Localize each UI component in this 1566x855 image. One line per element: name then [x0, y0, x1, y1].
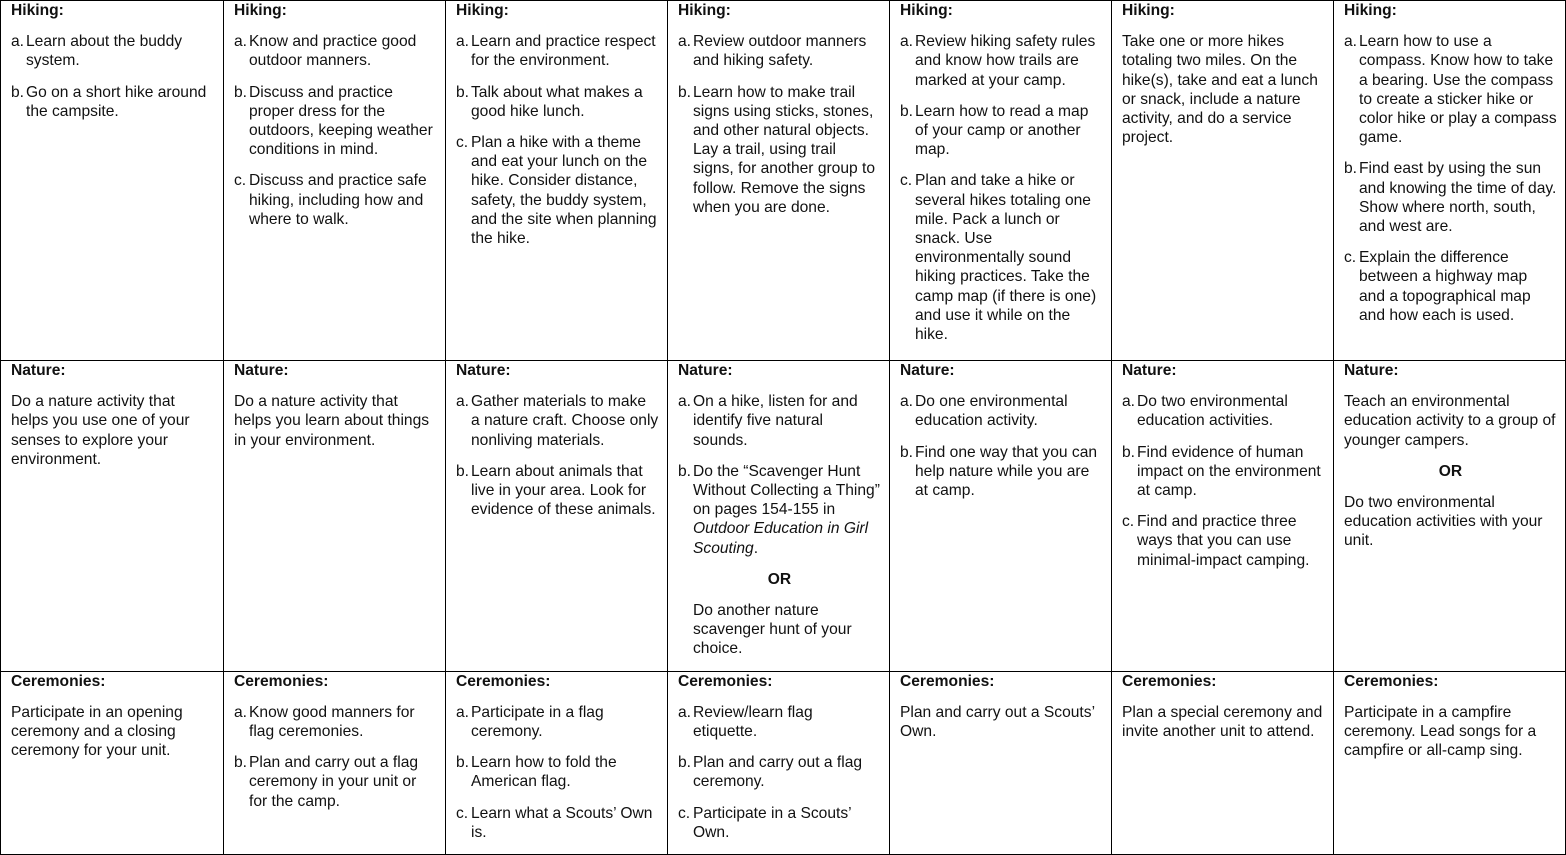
list-item: b. Do the “Scavenger Hunt Without Collecting a Thing” on pages 154-155 in Outdoor Education in Girl Scouting. [678, 462, 880, 557]
list-item: a. Review outdoor manners and hiking safety. [678, 33, 867, 70]
cell-header: Ceremonies: [11, 672, 106, 690]
nature-cell-3 [446, 361, 668, 672]
cell-header: Hiking: [1122, 2, 1175, 19]
list-item: c. Explain the difference between a highway map and a topographical map and how each is used. [1344, 249, 1531, 324]
list-item: a. Know and practice good outdoor manners. [234, 33, 417, 70]
ceremonies-cell-3 [446, 671, 668, 854]
cell-text: Do a nature activity that helps you use one of your senses to explore your environment. [11, 393, 190, 468]
list-item: a. Do one environmental education activity. [900, 393, 1068, 430]
cell-text: Participate in a campfire ceremony. Lead songs for a campfire or all-camp sing. [1344, 703, 1537, 760]
list-item: c. Learn what a Scouts’ Own is. [456, 804, 653, 841]
nature-cell-5 [890, 361, 1112, 672]
list-item: a. Learn and practice respect for the environment. [456, 33, 656, 70]
cell-header: Ceremonies: [1122, 672, 1217, 690]
ceremonies-cell-1 [1, 671, 224, 854]
list-item: a. Do two environmental education activities. [1122, 393, 1288, 430]
list-item: b. Find evidence of human impact on the environment at camp. [1122, 443, 1321, 500]
ceremonies-row [1, 671, 1566, 854]
cell-text: Do another nature scavenger hunt of your choice. [693, 602, 852, 658]
hiking-cell-5 [890, 1, 1112, 361]
list-item: a. Learn about the buddy system. [11, 33, 183, 70]
list-item: a. On a hike, listen for and identify five natural sounds. [678, 393, 858, 449]
list-item: b. Find east by using the sun and knowing the time of day. Show where north, south, and west are. [1344, 160, 1557, 236]
list-item: b. Talk about what makes a good hike lunch. [456, 83, 643, 120]
cell-header: Hiking: [11, 2, 64, 19]
list-item: a. Review hiking safety rules and know how trails are marked at your camp. [900, 33, 1096, 89]
list-item: a. Know good manners for flag ceremonies. [234, 703, 415, 741]
cell-header: Hiking: [900, 2, 953, 19]
book-title: Outdoor Education in Girl Scouting [693, 520, 869, 557]
cell-header: Hiking: [234, 2, 287, 19]
cell-header: Nature: [456, 362, 511, 379]
cell-header: Ceremonies: [1344, 672, 1439, 690]
list-item: b. Learn about animals that live in your area. Look for evidence of these animals. [456, 462, 656, 519]
cell-header: Hiking: [1344, 2, 1397, 19]
cell-header: Ceremonies: [234, 672, 329, 690]
list-item: a. Learn how to use a compass. Know how to take a bearing. Use the compass to create a sticker hike or color hike or play a compass game. [1344, 33, 1557, 147]
list-item: a. Review/learn flag etiquette. [678, 703, 813, 741]
cell-header: Nature: [11, 362, 66, 379]
nature-cell-4 [668, 361, 890, 672]
cell-text: Plan and carry out a Scouts’ Own. [900, 703, 1095, 741]
cell-header: Nature: [678, 362, 733, 379]
cell-text: Take one or more hikes totaling two miles. On the hike(s), take and eat a lunch or snack, include a nature activity, and do a service project. [1122, 33, 1318, 147]
cell-header: Nature: [900, 362, 955, 379]
ceremonies-cell-7 [1334, 671, 1566, 854]
list-item: c. Plan and take a hike or several hikes totaling one mile. Pack a lunch or snack. Use environmentally sound hiking practices. Take the camp map (if there is one) and use it while on the hike. [900, 172, 1097, 344]
cell-header: Nature: [234, 362, 289, 379]
cell-header: Ceremonies: [678, 672, 773, 690]
nature-cell-1 [1, 361, 224, 672]
ceremonies-cell-2 [224, 671, 446, 854]
hiking-cell-7 [1334, 1, 1566, 361]
ceremonies-cell-5 [890, 671, 1112, 854]
list-item: a. Participate in a flag ceremony. [456, 703, 604, 741]
hiking-row [1, 1, 1566, 361]
list-item: c. Find and practice three ways that you can use minimal-impact camping. [1122, 513, 1310, 569]
or-divider: OR [767, 570, 792, 588]
list-item: c. Plan a hike with a theme and eat your lunch on the hike. Consider distance, safety, the buddy system, and the site when planning the hike. [456, 134, 657, 248]
list-item: c. Discuss and practice safe hiking, including how and where to walk. [234, 172, 427, 228]
cell-header: Ceremonies: [456, 672, 551, 690]
cell-text: Teach an environmental education activity to a group of younger campers. [1344, 393, 1556, 449]
list-item: b. Discuss and practice proper dress for the outdoors, keeping weather conditions in mind. [234, 83, 433, 159]
list-item: b. Learn how to make trail signs using sticks, stones, and other natural objects. Lay a trail, using trail signs, for another group to follow. Remove the signs when you are done. [678, 83, 876, 216]
or-divider: OR [1438, 462, 1463, 480]
ceremonies-cell-4 [668, 671, 890, 854]
list-item: b. Plan and carry out a flag ceremony in your unit or for the camp. [234, 754, 419, 810]
list-item: b. Learn how to fold the American flag. [456, 754, 617, 791]
list-item: b. Learn how to read a map of your camp or another map. [900, 102, 1089, 159]
list-item: b. Find one way that you can help nature while you are at camp. [900, 443, 1098, 500]
cell-text: Do a nature activity that helps you learn about things in your environment. [234, 393, 430, 449]
nature-cell-6 [1112, 361, 1334, 672]
list-item: b. Go on a short hike around the campsite. [11, 83, 207, 120]
cell-header: Nature: [1344, 362, 1399, 379]
list-item: a. Gather materials to make a nature craft. Choose only nonliving materials. [456, 393, 659, 449]
hiking-cell-2 [224, 1, 446, 361]
nature-row [1, 361, 1566, 672]
list-item: b. Plan and carry out a flag ceremony. [678, 754, 863, 791]
cell-header: Ceremonies: [900, 672, 995, 690]
cell-text: Participate in an opening ceremony and a closing ceremony for your unit. [11, 703, 183, 760]
hiking-cell-1 [1, 1, 224, 361]
hiking-cell-4 [668, 1, 890, 361]
cell-text: Plan a special ceremony and invite another unit to attend. [1122, 703, 1323, 741]
cell-header: Hiking: [456, 2, 509, 19]
hiking-cell-6 [1112, 1, 1334, 361]
cell-header: Hiking: [678, 2, 731, 19]
list-item: c. Participate in a Scouts’ Own. [678, 804, 852, 841]
nature-cell-2 [224, 361, 446, 672]
cell-text: Do two environmental education activities with your unit. [1344, 494, 1543, 550]
hiking-cell-3 [446, 1, 668, 361]
nature-cell-7 [1334, 361, 1566, 672]
ceremonies-cell-6 [1112, 671, 1334, 854]
cell-header: Nature: [1122, 362, 1177, 379]
